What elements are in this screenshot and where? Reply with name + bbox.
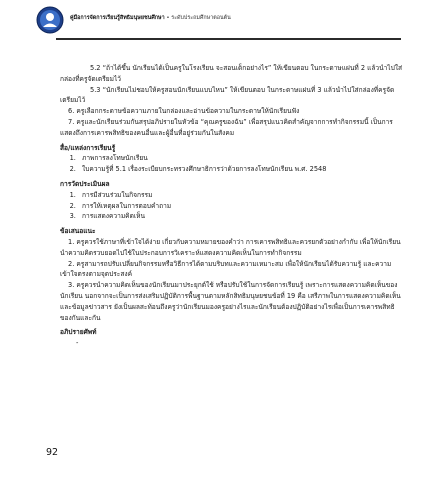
list-item: 2. ใบความรู้ที่ 5.1 เรื่องระเบียบกระทรวงศึกษาธิการว่าด้วยการลงโทษนักเรียน พ.ศ. 2548 [78,164,405,175]
header-subtitle: • ระดับประถมศึกษาตอนต้น [164,15,231,21]
list-item: 3. การแสดงความคิดเห็น [78,211,405,222]
discussion-dash: - [76,339,79,348]
header-text [70,14,231,22]
media-heading: สื่อ/แหล่งการเรียนรู้ [60,143,116,152]
intro-paragraph-3: 6. ครูเลือกกระดาษข้อความภายในกล่องและอ่านข้อความในกระดาษให้นักเรียนฟัง [68,107,300,116]
media-list [60,153,405,175]
page-header [36,6,406,36]
intro-paragraph-2: 5.3 “นักเรียนไม่ชอบให้ครูสอนนักเรียนแบบไหน” ให้เขียนตอบ ในกระดาษแผ่นที่ 3 แล้วนำไปใส่กล่องที่ครูจัดเตรียมไว้ [60,85,395,105]
suggestion-1: 1. ครูควรใช้ภาษาที่เข้าใจได้ง่าย เกี่ยวกับความหมายของคำว่า การเคารพสิทธิและควรยกตัวอย่างกำกับ เพื่อให้นักเรียนนำความคิดรวบยอดไปใช้ในประกอบการวิเคราะห์แสดงความคิดเห็นในการทำกิจกรรม [60,237,401,257]
emblem-logo-icon [36,6,64,34]
suggestion-2: 2. ครูสามารถปรับเปลี่ยนกิจกรรมหรือวิธีการได้ตามบริบทและความเหมาะสม เพื่อให้นักเรียนได้รับความรู้ และความเข้าใจตรงตามจุดประสงค์ [60,259,392,279]
intro-paragraph-4: 7. ครูและนักเรียนร่วมกันสรุปอภิปรายในหัวข้อ “คุณครูของฉัน” เพื่อสรุปแนวคิดสำคัญจากการทำกิจกรรมนี้ เป็นการแสดงถึงการเคารพสิทธิของคนอื่นและผู้อื่นที่อยู่ร่วมกันในสังคม [60,117,393,137]
suggestions-heading: ข้อเสนอแนะ [60,227,96,236]
list-item: 2. การให้เหตุผลในการตอบคำถาม [78,201,405,212]
discussion-heading: อภิปรายศัพท์ [60,328,97,337]
list-item: 1. ภาพการลงโทษนักเรียน [78,153,405,164]
suggestion-3: 3. ครูควรนำความคิดเห็นของนักเรียนมาประยุกต์ใช้ หรือปรับใช้ในการจัดการเรียนรู้ เพราะการแสดงความคิดเห็นของนักเรียน นอกจากจะเป็นการส่งเสริมปฏิบัติการพื้นฐานตามหลักสิทธิมนุษยชนข้อที่ 19 คือ เสรีภาพในการแสดงความคิดเห็นและข้อมูลข่าวสาร ยังเป็นผลสะท้อนถึงครูว่านักเรียนมองครูอย่างไรและนักเรียนต้องปฏิบัติอย่างไรเพื่อเป็นการเคารพสิทธิของกันและกัน [60,281,401,322]
list-item: 1. การมีส่วนร่วมในกิจกรรม [78,190,405,201]
header-title: คู่มือการจัดการเรียนรู้สิทธิมนุษยชนศึกษา [70,15,165,21]
intro-paragraph-1: 5.2 “ถ้าได้ขึ้น นักเรียนได้เป็นครูในโรงเรียน จะสอนเด็กอย่างไร” ให้เขียนตอบ ในกระดาษแผ่นที่ 2 แล้วนำไปใส่กล่องที่ครูจัดเตรียมไว้ [60,64,403,83]
page-number: 92 [46,447,59,458]
evaluation-list [60,190,405,222]
header-divider [56,38,401,40]
page-content [60,63,405,349]
evaluation-heading: การวัดประเมินผล [60,179,110,188]
